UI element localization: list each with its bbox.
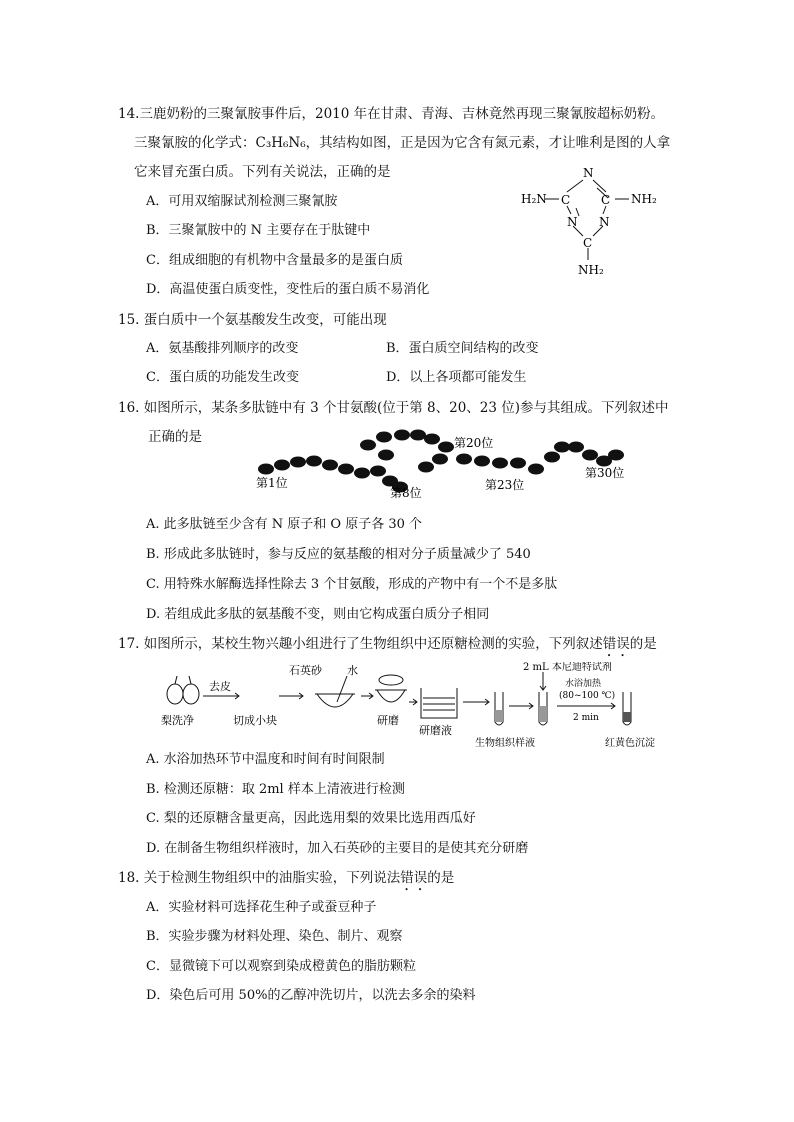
amino-acid-bead (370, 466, 386, 477)
q16-option-b: B. 形成此多肽链时，参与反应的氨基酸的相对分子质量减少了 540 (146, 547, 531, 562)
amino-acid-bead (544, 452, 560, 463)
q16-line1 (118, 399, 669, 417)
amino-acid-bead (424, 434, 440, 445)
label-pos30: 第30位 (585, 466, 625, 480)
q17-stem-b: 的是 (629, 636, 657, 652)
amino-acid-bead (528, 464, 544, 475)
q17-number: 17. (118, 636, 140, 652)
q16-stem-1: 如图所示，某条多肽链中有 3 个甘氨酸(位于第 8、20、23 位)参与其组成。下列叙述中 (143, 400, 669, 416)
melamine-structure-diagram (515, 160, 685, 285)
q17-option-b: B. 检测还原糖：取 2ml 样本上清液进行检测 (146, 782, 405, 797)
step-water-label: 水 (347, 664, 358, 677)
structure-h2n-left: H₂N (521, 192, 547, 206)
label-pos23: 第23位 (485, 478, 525, 492)
amino-acid-bead (582, 450, 598, 461)
step-reagent-label: 2 mL 本尼迪特试剂 (523, 662, 612, 673)
amino-acid-bead (510, 458, 526, 469)
step-quartz-label: 石英砂 (289, 664, 322, 677)
q14-option-a: A．可用双缩脲试剂检测三聚氰胺 (146, 194, 338, 209)
q18-line (118, 869, 454, 894)
structure-c-bottom: C (583, 236, 593, 250)
q14-option-c: C．组成细胞的有机物中含量最多的是蛋白质 (146, 253, 403, 268)
q18-option-b: B．实验步骤为材料处理、染色、制片、观察 (146, 929, 403, 944)
amino-acid-bead (322, 460, 338, 471)
structure-n-top: N (583, 166, 594, 180)
amino-acid-bead (258, 464, 274, 475)
q14-stem-3: 它来冒充蛋白质。下列有关说法，正确的是 (134, 164, 391, 180)
structure-c-left: C (561, 193, 571, 207)
amino-acid-bead (274, 460, 290, 471)
q16-option-c: C. 用特殊水解酶选择性除去 3 个甘氨酸，形成的产物中有一个不是多肽 (146, 577, 558, 592)
q16-option-a: A. 此多肽链至少含有 N 原子和 O 原子各 30 个 (146, 517, 423, 532)
q18-option-d: D．染色后可用 50%的乙醇冲洗切片，以洗去多余的染料 (146, 988, 476, 1003)
q14-stem-2: 三聚氰胺的化学式：C₃H₆N₆，其结构如图，正是因为它含有氮元素，才让唯利是图的人拿 (134, 135, 671, 151)
q17-line (118, 635, 657, 660)
pestle-icon (337, 676, 347, 702)
q15-option-c: C．蛋白质的功能发生改变 (146, 370, 299, 385)
amino-acid-bead (290, 457, 306, 468)
amino-acid-bead (378, 450, 394, 461)
q17-stem-emphasis: 错误 (602, 636, 630, 652)
step-wash-label: 梨洗净 (161, 714, 194, 727)
amino-acid-bead (432, 454, 448, 465)
q18-stem-emphasis: 错误 (400, 870, 428, 886)
structure-nh2-right: NH₂ (631, 192, 657, 206)
q14-line1 (118, 105, 664, 123)
amino-acid-bead (376, 432, 392, 443)
amino-acid-bead (554, 442, 570, 453)
q14-number: 14. (118, 106, 140, 122)
beaker-icon (421, 688, 457, 718)
label-pos8: 第8位 (390, 486, 422, 500)
amino-acid-bead (394, 430, 410, 441)
step-heat-label: 水浴加热 (565, 679, 602, 689)
amino-acid-bead (306, 456, 322, 467)
structure-c-right: C (601, 193, 611, 207)
q17-option-c: C. 梨的还原糖含量更高，因此选用梨的效果比选用西瓜好 (146, 811, 476, 826)
q18-stem-a: 关于检测生物组织中的油脂实验，下列说法 (143, 870, 401, 886)
q16-stem-2: 正确的是 (148, 429, 202, 445)
pear-icon-2 (183, 684, 199, 704)
precipitate-fill (623, 712, 631, 722)
step-cut-label: 切成小块 (233, 714, 277, 727)
q18-number: 18. (118, 870, 140, 886)
amino-acid-bead (492, 458, 508, 469)
q15-number: 15. (118, 312, 140, 328)
step-peel-label: 去皮 (209, 680, 231, 693)
q14-stem-1: 三鹿奶粉的三聚氰胺事件后，2010 年在甘肃、青海、吉林竟然再现三聚氰胺超标奶粉。 (139, 106, 665, 122)
polypeptide-chain-diagram (250, 425, 640, 503)
q15-stem: 蛋白质中一个氨基酸发生改变，可能出现 (143, 312, 387, 328)
amino-acid-bead (418, 462, 434, 473)
label-pos1: 第1位 (256, 476, 288, 490)
q17-option-a: A. 水浴加热环节中温度和时间有时间限制 (146, 752, 385, 767)
q17-option-d: D. 在制备生物组织样液时，加入石英砂的主要目的是使其充分研磨 (146, 841, 529, 856)
q16-option-d: D. 若组成此多肽的氨基酸不变，则由它构成蛋白质分子相同 (146, 607, 490, 622)
amino-acid-bead (360, 440, 376, 451)
structure-nh2-bottom: NH₂ (578, 263, 604, 277)
amino-acid-beads (258, 430, 624, 493)
amino-acid-bead (410, 430, 426, 441)
q15-option-d: D．以上各项都可能发生 (386, 370, 527, 385)
q18-stem-b: 的是 (427, 870, 455, 886)
amino-acid-bead (438, 442, 454, 453)
q18-option-c: C．显微镜下可以观察到染成橙黄色的脂肪颗粒 (146, 959, 416, 974)
step-sample-label: 生物组织样液 (475, 738, 535, 749)
q18-option-a: A．实验材料可选择花生种子或蚕豆种子 (146, 900, 377, 915)
step-result-label: 红黄色沉淀 (605, 738, 655, 749)
step-time-label: 2 min (573, 713, 599, 723)
structure-n-left: N (567, 215, 578, 229)
structure-n-right: N (599, 215, 610, 229)
amino-acid-bead (354, 468, 370, 479)
label-pos20: 第20位 (454, 436, 494, 450)
amino-acid-bead (608, 450, 624, 461)
reducing-sugar-experiment-diagram (155, 662, 675, 750)
step-liquid-label: 研磨液 (419, 724, 452, 737)
q14-option-b: B．三聚氰胺中的 N 主要存在于肽键中 (146, 223, 371, 238)
pear-icon-1 (167, 684, 183, 704)
step-grind-label: 研磨 (377, 714, 399, 727)
q14-option-d: D．高温使蛋白质变性，变性后的蛋白质不易消化 (146, 282, 430, 297)
mortar-icon (317, 694, 353, 707)
amino-acid-bead (474, 456, 490, 467)
q16-number: 16. (118, 400, 140, 416)
step-temp-label: (80~100 ℃) (559, 691, 616, 701)
amino-acid-bead (338, 464, 354, 475)
q15-option-b: B．蛋白质空间结构的改变 (386, 341, 539, 356)
amino-acid-bead (568, 442, 584, 453)
q17-stem-a: 如图所示，某校生物兴趣小组进行了生物组织中还原糖检测的实验，下列叙述 (143, 636, 603, 652)
q15-option-a: A．氨基酸排列顺序的改变 (146, 341, 299, 356)
amino-acid-bead (456, 454, 472, 465)
q15-line (118, 311, 387, 329)
